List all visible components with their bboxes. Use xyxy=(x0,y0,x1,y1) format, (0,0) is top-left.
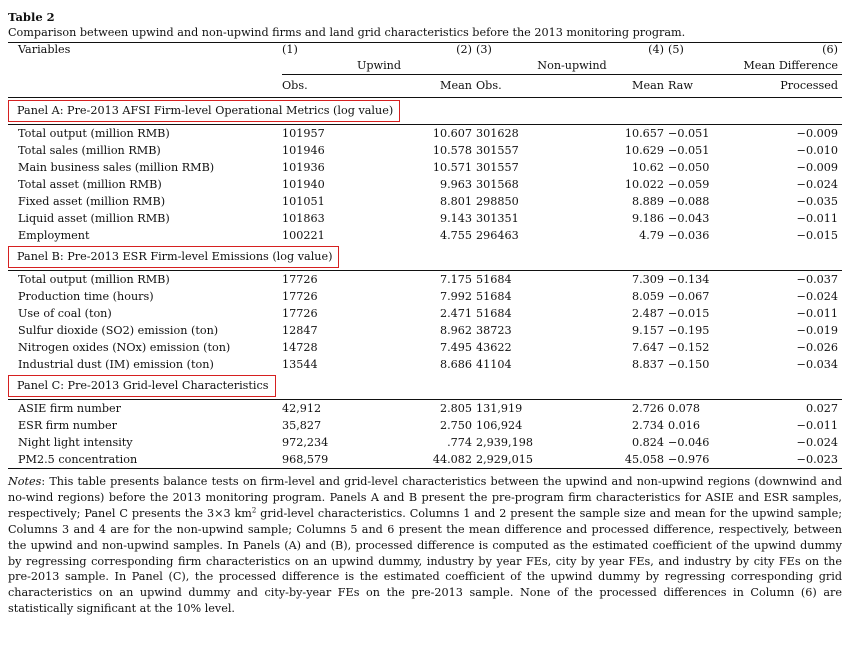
cell-diff-raw: −0.152 xyxy=(668,341,710,354)
cell-obs-non-upwind: 106,924 xyxy=(476,419,523,432)
table-row xyxy=(8,400,842,418)
cell-obs-upwind: 101957 xyxy=(282,127,325,140)
cell-obs-upwind: 17726 xyxy=(282,307,318,320)
table-row xyxy=(8,417,842,434)
cell-variable: Total output (million RMB) xyxy=(18,127,170,140)
cell-obs-non-upwind: 301557 xyxy=(476,161,519,174)
cell-obs-non-upwind: 2,929,015 xyxy=(476,451,588,469)
cell-mean-non-upwind: 0.824 xyxy=(631,436,664,449)
cell-diff-processed: −0.010 xyxy=(796,144,838,157)
cell-mean-non-upwind: 10.022 xyxy=(624,178,664,191)
cell-mean-non-upwind: 2.487 xyxy=(631,307,664,320)
panel-a-title: Panel A: Pre-2013 AFSI Firm-level Operational Metrics (log value) xyxy=(8,100,400,122)
cell-diff-processed: −0.009 xyxy=(796,161,838,174)
cell-diff-raw: −0.059 xyxy=(668,178,710,191)
cell-mean-upwind: .774 xyxy=(447,436,472,449)
cell-diff-processed: −0.009 xyxy=(796,127,838,140)
cell-diff-raw: 0.016 xyxy=(668,419,701,432)
cell-mean-upwind: 44.082 xyxy=(394,451,476,469)
cell-diff-processed: −0.011 xyxy=(796,307,838,320)
cell-diff-processed: −0.026 xyxy=(796,341,838,354)
table-row xyxy=(8,271,842,289)
cell-diff-raw: −0.036 xyxy=(668,229,710,242)
table-container xyxy=(8,9,842,617)
cell-obs-non-upwind: 301628 xyxy=(476,127,519,140)
cell-mean-upwind: 2.750 xyxy=(439,419,472,432)
cell-mean-non-upwind: 10.629 xyxy=(624,144,664,157)
header-sub-mean-2: Mean xyxy=(394,75,476,98)
header-row-col-numbers xyxy=(8,43,842,57)
cell-mean-upwind: 8.801 xyxy=(439,195,472,208)
cell-variable: ESR firm number xyxy=(18,419,117,432)
cell-mean-upwind: 2.471 xyxy=(439,307,472,320)
cell-diff-processed: −0.015 xyxy=(796,229,838,242)
cell-obs-upwind: 13544 xyxy=(282,358,318,371)
cell-obs-upwind: 42,912 xyxy=(282,402,322,415)
cell-mean-upwind: 2.805 xyxy=(439,402,472,415)
cell-mean-upwind: 8.962 xyxy=(439,324,472,337)
header-variables: Variables xyxy=(18,43,71,56)
cell-diff-processed: −0.023 xyxy=(748,451,842,469)
header-col-4: (4) xyxy=(648,43,664,56)
table-row xyxy=(8,142,842,159)
cell-obs-non-upwind: 51684 xyxy=(476,290,512,303)
table-row xyxy=(8,356,842,373)
cell-diff-raw: −0.015 xyxy=(668,307,710,320)
cell-variable: Fixed asset (million RMB) xyxy=(18,195,166,208)
cell-obs-non-upwind: 301557 xyxy=(476,144,519,157)
table-row xyxy=(8,193,842,210)
cell-mean-upwind: 10.607 xyxy=(432,127,472,140)
cell-obs-non-upwind: 51684 xyxy=(476,307,512,320)
cell-diff-raw: −0.150 xyxy=(668,358,710,371)
cell-obs-upwind: 968,579 xyxy=(282,451,394,469)
header-sub-raw: Raw xyxy=(668,75,748,98)
cell-mean-upwind: 9.963 xyxy=(439,178,472,191)
cell-variable: Industrial dust (IM) emission (ton) xyxy=(18,358,214,371)
table-caption: Comparison between upwind and non-upwind firms and land grid characteristics before the 2013 monitoring program. xyxy=(8,26,686,39)
header-sub-obs-3: Obs. xyxy=(476,75,588,98)
cell-diff-processed: −0.011 xyxy=(796,419,838,432)
cell-obs-upwind: 101940 xyxy=(282,178,325,191)
cell-mean-upwind: 10.578 xyxy=(432,144,472,157)
cell-diff-processed: −0.024 xyxy=(796,436,838,449)
header-col-6: (6) xyxy=(822,43,838,56)
cell-mean-upwind: 7.175 xyxy=(439,273,472,286)
panel-b-header-row xyxy=(8,244,842,271)
cell-variable: PM2.5 concentration xyxy=(8,451,282,469)
panel-c-header-row xyxy=(8,373,842,400)
table-row xyxy=(8,159,842,176)
cell-obs-non-upwind: 301351 xyxy=(476,212,519,225)
cell-mean-non-upwind: 8.837 xyxy=(631,358,664,371)
notes-text-part1: : This table presents balance tests on firm-level and grid-level characteristics between the upwind and non-upwind regions (downwind and no-wind regions) before the 2013 monitoring program. Panels A and B present the pre-program firm characteristics for ASIE and ESR samples, respectively; Panel C presents the 3×3 km xyxy=(8,475,842,520)
table-row xyxy=(8,288,842,305)
cell-obs-non-upwind: 51684 xyxy=(476,273,512,286)
balance-table xyxy=(8,43,842,469)
cell-diff-processed: −0.035 xyxy=(796,195,838,208)
cell-obs-non-upwind: 43622 xyxy=(476,341,512,354)
table-row xyxy=(8,176,842,193)
header-group-mean-difference: Mean Difference xyxy=(668,57,842,75)
cell-obs-upwind: 17726 xyxy=(282,290,318,303)
cell-diff-raw: −0.088 xyxy=(668,195,710,208)
header-sub-obs-1: Obs. xyxy=(282,75,394,98)
cell-diff-processed: −0.037 xyxy=(796,273,838,286)
cell-mean-non-upwind: 10.62 xyxy=(631,161,664,174)
cell-mean-upwind: 8.686 xyxy=(439,358,472,371)
cell-obs-upwind: 100221 xyxy=(282,229,325,242)
cell-diff-processed: −0.011 xyxy=(796,212,838,225)
cell-diff-raw: −0.134 xyxy=(668,273,710,286)
cell-diff-raw: −0.051 xyxy=(668,127,710,140)
cell-diff-processed: −0.019 xyxy=(796,324,838,337)
cell-mean-non-upwind: 9.186 xyxy=(631,212,664,225)
cell-obs-non-upwind: 131,919 xyxy=(476,402,523,415)
notes-text-part2: grid-level characteristics. Columns 1 and 2 present the sample size and mean for the upwind sample; Columns 3 and 4 are for the non-upwind sample; Columns 5 and 6 present the mean difference and processed difference, respectively, between the upwind and non-upwind samples. In Panels (A) and (B), processed difference is computed as the estimated coefficient of the upwind dummy by regressing corresponding firm characteristics on an upwind dummy, industry by year FEs, city by year FEs, and industry by city FEs on the pre-2013 sample. In Panel (C), the processed difference is the estimated coefficient of the upwind dummy by regressing corresponding grid characteristics on an upwind dummy and city-by-year FEs on the pre-2013 sample. None of the processed differences in Column (6) are statistically significant at the 10% level. xyxy=(8,506,842,616)
cell-mean-non-upwind: 4.79 xyxy=(639,229,664,242)
notes-label: Notes xyxy=(8,475,42,488)
table-label: Table 2 xyxy=(8,10,55,24)
cell-obs-non-upwind: 38723 xyxy=(476,324,512,337)
cell-obs-non-upwind: 298850 xyxy=(476,195,519,208)
cell-diff-raw: −0.976 xyxy=(668,451,748,469)
header-col-5: (5) xyxy=(668,43,684,56)
table-row xyxy=(8,434,842,451)
table-row xyxy=(8,451,842,469)
header-row-groups xyxy=(8,57,842,75)
cell-diff-processed: 0.027 xyxy=(805,402,838,415)
cell-mean-non-upwind: 2.726 xyxy=(631,402,664,415)
cell-variable: Total output (million RMB) xyxy=(18,273,170,286)
cell-obs-upwind: 972,234 xyxy=(282,436,329,449)
cell-diff-raw: −0.195 xyxy=(668,324,710,337)
cell-mean-upwind: 9.143 xyxy=(439,212,472,225)
cell-mean-upwind: 7.992 xyxy=(439,290,472,303)
panel-b-title: Panel B: Pre-2013 ESR Firm-level Emissions (log value) xyxy=(8,246,339,268)
table-row xyxy=(8,210,842,227)
header-row-sub xyxy=(8,75,842,98)
table-row xyxy=(8,227,842,244)
table-row xyxy=(8,305,842,322)
cell-variable: Main business sales (million RMB) xyxy=(18,161,215,174)
header-group-upwind: Upwind xyxy=(282,57,476,75)
cell-diff-raw: 0.078 xyxy=(668,402,701,415)
cell-mean-non-upwind: 7.309 xyxy=(631,273,664,286)
cell-variable: Night light intensity xyxy=(18,436,133,449)
cell-mean-upwind: 4.755 xyxy=(439,229,472,242)
cell-variable: Liquid asset (million RMB) xyxy=(18,212,170,225)
cell-obs-non-upwind: 301568 xyxy=(476,178,519,191)
panel-a-header-row xyxy=(8,98,842,125)
cell-variable: Sulfur dioxide (SO2) emission (ton) xyxy=(18,324,219,337)
cell-mean-non-upwind: 7.647 xyxy=(631,341,664,354)
cell-variable: Employment xyxy=(18,229,90,242)
cell-diff-processed: −0.034 xyxy=(796,358,838,371)
cell-obs-non-upwind: 2,939,198 xyxy=(476,436,533,449)
notes-superscript: 2 xyxy=(251,506,257,515)
cell-variable: Total sales (million RMB) xyxy=(18,144,161,157)
cell-obs-upwind: 17726 xyxy=(282,273,318,286)
header-col-1: (1) xyxy=(282,43,298,56)
cell-obs-upwind: 101946 xyxy=(282,144,325,157)
cell-mean-non-upwind: 9.157 xyxy=(631,324,664,337)
table-row xyxy=(8,125,842,143)
cell-diff-raw: −0.043 xyxy=(668,212,710,225)
cell-obs-upwind: 101863 xyxy=(282,212,325,225)
cell-diff-processed: −0.024 xyxy=(796,178,838,191)
header-col-3: (3) xyxy=(476,43,492,56)
cell-diff-raw: −0.050 xyxy=(668,161,710,174)
cell-mean-upwind: 10.571 xyxy=(432,161,472,174)
cell-obs-upwind: 101051 xyxy=(282,195,325,208)
cell-diff-processed: −0.024 xyxy=(796,290,838,303)
cell-diff-raw: −0.051 xyxy=(668,144,710,157)
cell-mean-non-upwind: 8.889 xyxy=(631,195,664,208)
cell-mean-non-upwind: 45.058 xyxy=(588,451,668,469)
header-group-non-upwind: Non-upwind xyxy=(476,57,668,75)
cell-obs-non-upwind: 41104 xyxy=(476,358,512,371)
header-sub-mean-4: Mean xyxy=(588,75,668,98)
cell-diff-raw: −0.067 xyxy=(668,290,710,303)
panel-c-title: Panel C: Pre-2013 Grid-level Characteristics xyxy=(8,375,276,397)
cell-mean-non-upwind: 2.734 xyxy=(631,419,664,432)
cell-variable: ASIE firm number xyxy=(18,402,122,415)
cell-mean-non-upwind: 8.059 xyxy=(631,290,664,303)
table-row xyxy=(8,339,842,356)
header-sub-processed: Processed xyxy=(748,75,842,98)
cell-variable: Use of coal (ton) xyxy=(18,307,112,320)
cell-variable: Nitrogen oxides (NOx) emission (ton) xyxy=(18,341,231,354)
cell-obs-upwind: 35,827 xyxy=(282,419,322,432)
cell-mean-non-upwind: 10.657 xyxy=(624,127,664,140)
cell-obs-upwind: 12847 xyxy=(282,324,318,337)
cell-obs-upwind: 14728 xyxy=(282,341,318,354)
cell-variable: Total asset (million RMB) xyxy=(18,178,162,191)
cell-variable: Production time (hours) xyxy=(18,290,154,303)
cell-obs-non-upwind: 296463 xyxy=(476,229,519,242)
table-row xyxy=(8,322,842,339)
cell-obs-upwind: 101936 xyxy=(282,161,325,174)
cell-diff-raw: −0.046 xyxy=(668,436,710,449)
table-notes xyxy=(8,474,842,617)
header-col-2: (2) xyxy=(456,43,472,56)
cell-mean-upwind: 7.495 xyxy=(439,341,472,354)
